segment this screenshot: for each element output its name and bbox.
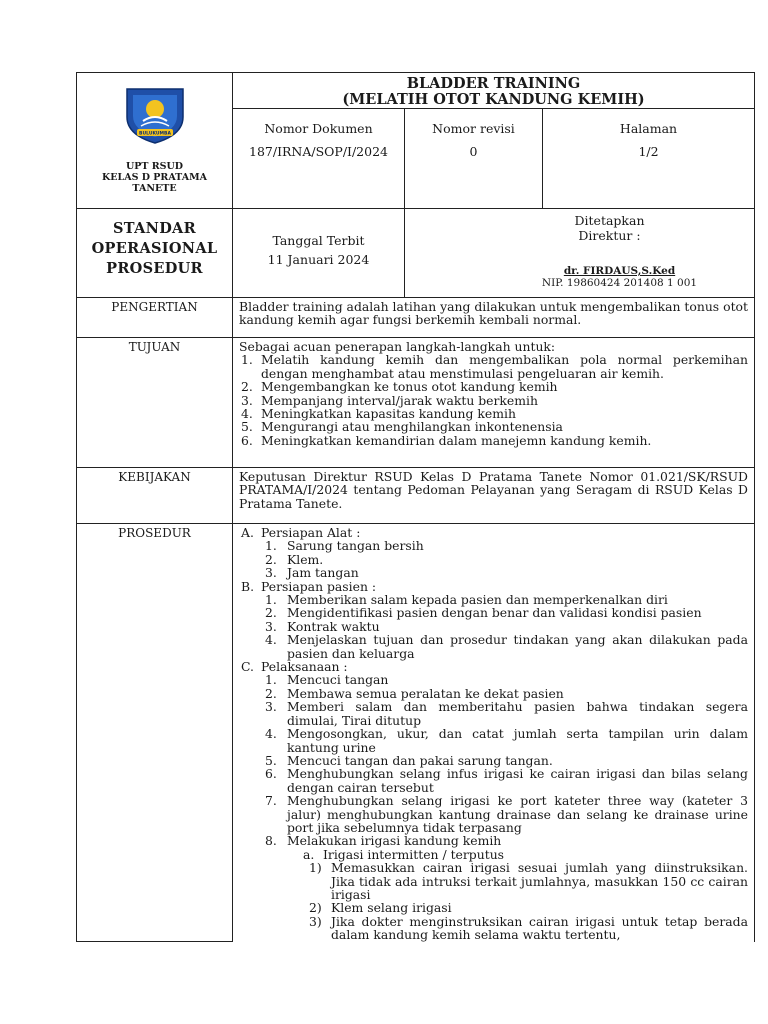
header-table	[76, 72, 755, 209]
org-name	[77, 149, 232, 194]
list-item-text: Memberi salam dan memberitahu pasien bahwa tindakan segera dimulai, Tirai ditutup	[287, 699, 748, 728]
list-item-number: 1)	[309, 860, 322, 876]
tujuan-list	[239, 353, 748, 447]
list-item-text: Sarung tangan bersih	[287, 538, 424, 554]
section-c-mark: C.	[241, 659, 254, 675]
section-b-mark: B.	[241, 578, 255, 594]
list-item-number: 5.	[241, 419, 253, 435]
list-item-text: Meningkatkan kapasitas kandung kemih	[261, 406, 516, 422]
list-item	[239, 673, 748, 686]
row-prosedur	[77, 524, 755, 942]
sub-a-list	[239, 861, 748, 941]
issue-date: 11 Januari 2024	[267, 252, 370, 267]
list-item-text: Meningkatkan kemandirian dalam manejemn kandung kemih.	[261, 432, 652, 448]
list-item	[239, 767, 748, 794]
list-item-text: Mengosongkan, ukur, dan catat jumlah serta tampilan urin dalam kantung urine	[287, 726, 748, 755]
list-item	[239, 633, 748, 660]
list-item-number: 1.	[241, 352, 253, 368]
row-tujuan	[77, 338, 755, 468]
list-item	[239, 794, 748, 834]
list-item-number: 5.	[265, 752, 277, 768]
hospital-logo	[77, 73, 232, 149]
org-cell	[77, 73, 233, 209]
org-line-1: UPT RSUD	[125, 161, 184, 172]
section-a	[239, 526, 748, 539]
document-title	[233, 73, 755, 109]
issue-cell	[233, 209, 405, 297]
director-label: Direktur :	[578, 228, 641, 243]
list-item-text: Klem.	[287, 551, 324, 567]
section-b-wrap	[239, 580, 748, 593]
sop-title-line-1: STANDAR	[113, 220, 196, 237]
pengertian-label: PENGERTIAN	[111, 299, 198, 314]
prosedur-content-cell	[233, 524, 755, 942]
logo-ribbon-text: BULUKUMBA	[138, 131, 171, 137]
doc-number-cell	[233, 109, 405, 209]
list-item	[239, 380, 748, 393]
org-line-2: KELAS D PRATAMA	[102, 172, 207, 183]
list-item	[239, 420, 748, 433]
list-item-number: 7.	[265, 793, 277, 809]
list-item-number: 2.	[265, 685, 277, 701]
list-item-number: 3.	[265, 699, 277, 715]
section-a-mark: A.	[241, 525, 254, 540]
list-item	[239, 394, 748, 407]
section-a-title: Persiapan Alat :	[261, 525, 361, 540]
list-item-number: 8.	[265, 833, 277, 849]
kebijakan-text: Keputusan Direktur RSUD Kelas D Pratama Tanete Nomor 01.021/SK/RSUD PRATAMA/I/2024 tentang Pedoman Pelayanan yang Seragam di RSUD Kelas D Pratama Tanete.	[239, 469, 748, 511]
list-item-number: 2.	[241, 379, 253, 395]
issue-label: Tanggal Terbit	[272, 233, 365, 248]
section-c	[239, 660, 748, 673]
list-item	[239, 754, 748, 767]
kebijakan-label-cell	[77, 468, 233, 524]
title-line-2: (MELATIH OTOT KANDUNG KEMIH)	[342, 91, 645, 108]
list-item-number: 3.	[265, 565, 277, 581]
list-item-number: 1.	[265, 592, 277, 608]
page-cell	[543, 109, 755, 209]
list-item-text: Membawa semua peralatan ke dekat pasien	[287, 685, 564, 701]
list-item-text: Menghubungkan selang irigasi ke port kateter three way (kateter 3 jalur) menghubungkan kantung drainase dan selang ke drainase urine port jika sebelumnya tidak terpasang	[287, 793, 748, 835]
revision-label: Nomor revisi	[432, 121, 515, 136]
pengertian-content-cell	[233, 298, 755, 338]
section-a-list	[239, 539, 748, 579]
tujuan-content-cell	[233, 338, 755, 468]
list-item-number: 2.	[265, 551, 277, 567]
list-item-text: Mengurangi atau menghilangkan inkontenensia	[261, 419, 563, 435]
tujuan-intro: Sebagai acuan penerapan langkah-langkah untuk:	[239, 339, 556, 354]
list-item	[239, 727, 748, 754]
list-item	[239, 687, 748, 700]
list-item	[239, 353, 748, 380]
prosedur-label: PROSEDUR	[118, 526, 191, 540]
prosedur-content	[233, 524, 754, 942]
content-table	[76, 298, 755, 943]
list-item-text: Mencuci tangan	[287, 672, 389, 688]
list-item	[239, 606, 748, 619]
list-item	[239, 834, 748, 847]
list-item-number: 2.	[265, 605, 277, 621]
list-item-number: 3)	[309, 913, 322, 929]
list-item	[239, 593, 748, 606]
list-item	[239, 915, 748, 942]
list-item-number: 1.	[265, 538, 277, 554]
list-item-number: 6.	[241, 432, 253, 448]
pengertian-text: Bladder training adalah latihan yang dilakukan untuk mengembalikan tonus otot kandung kemih agar fungsi berkemih kembali normal.	[239, 298, 748, 327]
list-item-text: Jam tangan	[287, 565, 359, 581]
org-line-3: TANETE	[132, 183, 177, 194]
list-item-text: Melatih kandung kemih dan mengembalikan pola normal perkemihan dengan menghambat atau menstimulasi pengeluaran air kemih.	[261, 352, 748, 381]
list-item-text: Mengembangkan ke tonus otot kandung kemih	[261, 379, 558, 395]
list-item-text: Mencuci tangan dan pakai sarung tangan.	[287, 752, 553, 768]
sub-a-title: Irigasi intermitten / terputus	[323, 846, 505, 862]
list-item-number: 4.	[265, 632, 277, 648]
prosedur-label-cell	[77, 524, 233, 942]
list-item	[239, 407, 748, 420]
section-b	[239, 580, 748, 593]
tujuan-content	[233, 338, 754, 453]
page-value: 1/2	[638, 144, 659, 159]
list-item	[239, 566, 748, 579]
list-item-number: 6.	[265, 766, 277, 782]
section-c-list	[239, 673, 748, 847]
list-item-text: Memberikan salam kepada pasien dan memperkenalkan diri	[287, 592, 668, 608]
sop-title-line-3: PROSEDUR	[106, 260, 203, 277]
sop-title-line-2: OPERASIONAL	[91, 240, 218, 257]
approved-label: Ditetapkan	[574, 213, 645, 228]
kebijakan-content-cell	[233, 468, 755, 524]
list-item-number: 1.	[265, 672, 277, 688]
approval-cell	[405, 209, 755, 297]
list-item-number: 2)	[309, 900, 322, 916]
director-nip: NIP. 19860424 201408 1 001	[541, 277, 698, 289]
list-item-number: 4.	[265, 726, 277, 742]
list-item-text: Menjelaskan tujuan dan prosedur tindakan yang akan dilakukan pada pasien dan keluarga	[287, 632, 748, 661]
list-item-text: Menghubungkan selang infus irigasi ke cairan irigasi dan bilas selang dengan cairan tersebut	[287, 766, 748, 795]
section-c-title: Pelaksanaan :	[261, 659, 348, 675]
list-item-number: 3.	[241, 392, 253, 408]
list-item-text: Melakukan irigasi kandung kemih	[287, 833, 502, 849]
list-item	[239, 901, 748, 914]
tujuan-label: TUJUAN	[128, 340, 181, 354]
shield-logo-icon	[123, 83, 187, 145]
row-kebijakan	[77, 468, 755, 524]
sub-a	[239, 848, 748, 861]
sop-title-cell	[77, 209, 233, 297]
list-item	[239, 553, 748, 566]
list-item-number: 3.	[265, 618, 277, 634]
list-item	[239, 434, 748, 447]
section-c-wrap	[239, 660, 748, 673]
doc-number-value: 187/IRNA/SOP/I/2024	[249, 144, 388, 159]
list-item-text: Jika dokter menginstruksikan cairan irigasi untuk tetap berada dalam kandung kemih selama waktu tertentu,	[331, 913, 748, 943]
pengertian-label-cell	[77, 298, 233, 338]
list-item-text: Klem selang irigasi	[331, 900, 452, 916]
tujuan-label-cell	[77, 338, 233, 468]
prosedur-sections	[239, 526, 748, 539]
list-item	[239, 700, 748, 727]
revision-value: 0	[469, 144, 478, 159]
section-b-list	[239, 593, 748, 660]
doc-number-label: Nomor Dokumen	[264, 121, 373, 136]
list-item-text: Memasukkan cairan irigasi sesuai jumlah yang diinstruksikan. Jika tidak ada intruksi terkait jumlahnya, masukkan 150 cc cairan irigasi	[331, 860, 748, 902]
sop-document	[76, 72, 754, 942]
sub-a-wrap	[239, 848, 748, 861]
list-item-text: Kontrak waktu	[287, 618, 380, 634]
row-pengertian	[77, 298, 755, 338]
kebijakan-label: KEBIJAKAN	[118, 470, 191, 484]
sop-title	[77, 209, 232, 279]
sop-table	[76, 209, 755, 298]
revision-cell	[405, 109, 543, 209]
list-item-text: Mengidentifikasi pasien dengan benar dan validasi kondisi pasien	[287, 605, 702, 621]
list-item	[239, 620, 748, 633]
director-name: dr. FIRDAUS,S.Ked	[563, 265, 676, 277]
list-item-number: 4.	[241, 406, 253, 422]
title-line-1: BLADDER TRAINING	[406, 75, 581, 92]
list-item	[239, 539, 748, 552]
page-label: Halaman	[619, 121, 678, 136]
list-item-text: Mempanjang interval/jarak waktu berkemih	[261, 392, 538, 408]
sub-a-mark: a.	[303, 846, 315, 862]
list-item	[239, 861, 748, 901]
section-b-title: Persiapan pasien :	[261, 578, 377, 594]
